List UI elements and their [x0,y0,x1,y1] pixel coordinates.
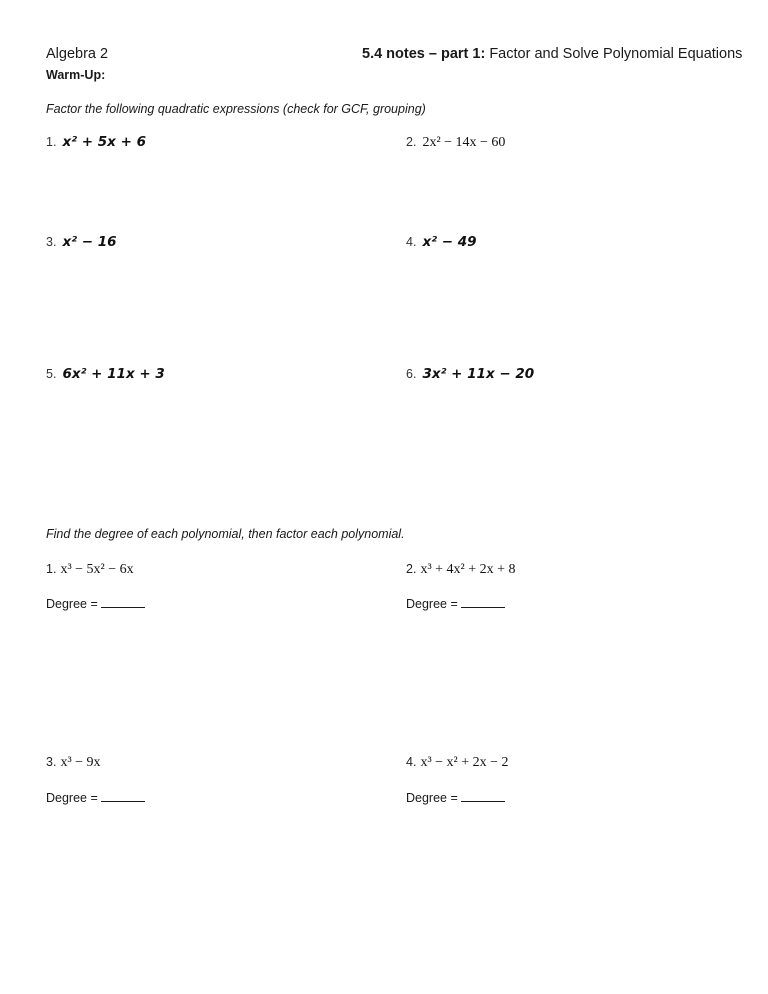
course-title: Algebra 2 [46,46,109,62]
warmup-label: Warm-Up: [46,68,106,82]
degree-field-1 [46,595,145,611]
warmup-problem-1 [46,134,146,150]
problem-expression: x³ − 5x² − 6x [60,562,134,577]
problem-expression: 6x² + 11x + 3 [62,366,165,382]
problem-expression: 2x² − 14x − 60 [422,135,506,150]
problem-expression: x³ − 9x [60,755,101,770]
problem-number: 4. [406,235,417,249]
polynomial-problem-4 [406,754,509,771]
problem-number: 1. [46,135,57,149]
problem-expression: x³ − x² + 2x − 2 [420,755,509,770]
warmup-problem-4 [406,234,477,250]
notes-label: 5.4 notes – part 1: [362,46,486,62]
problem-number: 3. [46,235,57,249]
problem-number: 6. [406,367,417,381]
warmup-problem-2 [406,134,505,151]
problem-expression: x² + 5x + 6 [62,134,146,150]
polynomial-problem-3 [46,754,101,771]
problem-number: 2. [406,562,417,576]
degree-blank[interactable] [101,789,145,802]
problem-expression: x³ + 4x² + 2x + 8 [420,562,516,577]
polynomial-problem-1 [46,561,134,578]
degree-field-3 [46,789,145,805]
degree-blank[interactable] [461,595,505,608]
degree-field-2 [406,595,505,611]
warmup-problem-5 [46,366,165,382]
polynomial-problem-2 [406,561,516,578]
notes-title [362,46,742,62]
degree-label: Degree = [406,597,458,611]
problem-expression: x² − 16 [62,234,117,250]
problem-number: 2. [406,135,417,149]
degree-blank[interactable] [101,595,145,608]
warmup-problem-3 [46,234,117,250]
problem-number: 1. [46,562,57,576]
degree-field-4 [406,789,505,805]
problem-number: 3. [46,755,57,769]
warmup-problem-6 [406,366,534,382]
polynomial-instructions: Find the degree of each polynomial, then factor each polynomial. [46,527,405,541]
degree-label: Degree = [46,791,98,805]
problem-number: 5. [46,367,57,381]
problem-number: 4. [406,755,417,769]
problem-expression: x² − 49 [422,234,477,250]
degree-label: Degree = [406,791,458,805]
problem-expression: 3x² + 11x − 20 [422,366,535,382]
degree-label: Degree = [46,597,98,611]
warmup-instructions: Factor the following quadratic expressions (check for GCF, grouping) [46,102,426,116]
degree-blank[interactable] [461,789,505,802]
notes-topic: Factor and Solve Polynomial Equations [485,46,743,62]
